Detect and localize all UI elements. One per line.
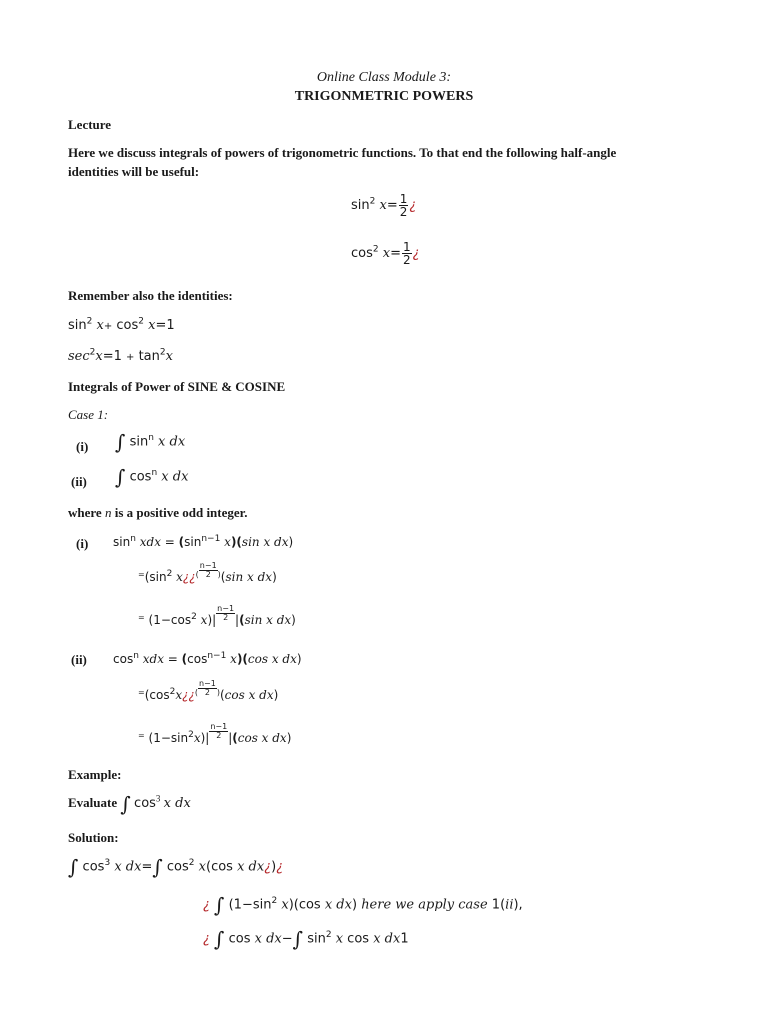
cos-expansion-1: $\cos^n$ xdx = ($\cos^{n-1}$ x)(cos x dx) (113, 651, 302, 666)
intro-line-2: identities will be useful: (68, 164, 200, 179)
lecture-heading: Lecture (68, 117, 112, 132)
section-heading: Integrals of Power of SINE & COSINE (68, 379, 286, 394)
intro-line-1: Here we discuss integrals of powers of trigonometric functions. To that end the following half-angle (68, 145, 617, 160)
evaluate-statement: Evaluate ∫ $\cos^3 x$ dx (68, 792, 191, 816)
expansion-label-ii: (ii) (71, 652, 87, 667)
module-label: Online Class Module 3: (316, 70, 452, 85)
example-heading: Example: (68, 767, 122, 782)
sin-expansion-1: $\sin^n$ xdx = ($\sin^{n-1}$ x)(sin x dx) (113, 534, 294, 549)
solution-line-2: ¿ ∫ ($1-\sin^2$ x)(cos x dx) here we apply case 1(ii), (203, 893, 523, 917)
where-statement: where n is a positive odd integer. (68, 505, 248, 520)
label-i: (i) (76, 439, 89, 454)
solution-line-1: ∫ $\cos^3 x$ dx=∫ $\cos^2 x(\cos$ x dx¿)¿ (68, 855, 284, 879)
sin-expansion-2: $^=(\sin^2$ x¿¿( $\frac{n-1}{2}$ )(sin x dx) (138, 561, 277, 584)
half-angle-sin: $\sin^2 x=$ $\frac{1}{2}$ ¿ (351, 192, 417, 219)
sin-expansion-3: = ($1-\cos^2$ x)| $\frac{n-1}{2}$ |(sin x dx) (138, 604, 296, 627)
case-label: Case 1: (68, 407, 109, 422)
identities-heading: Remember also the identities: (68, 288, 233, 303)
label-ii: (ii) (71, 474, 87, 489)
pythagorean-identity: $\sin^2 x+ \cos^2 x=1$ (68, 316, 175, 333)
solution-line-3: ¿ ∫ cos x dx−∫ $\sin^2 x$ cos x dx1 (203, 927, 409, 951)
integral-sin-n: ∫ $\sin^n x$ dx (115, 430, 186, 454)
solution-heading: Solution: (68, 830, 119, 845)
page-title: TRIGONMETRIC POWERS (294, 89, 474, 104)
cos-expansion-3: = $(1-\sin^2x)|$ $\frac{n-1}{2}$ |(cos x dx) (138, 722, 292, 745)
cos-expansion-2: $^=(\cos^2x¿¿^($ $\frac{n-1}{2}$ )(cos x dx) (138, 679, 279, 702)
integral-cos-n: ∫ $\cos^n x$ dx (115, 465, 189, 489)
expansion-label-i: (i) (76, 536, 89, 551)
half-angle-cos: $\cos^2 x=$ $\frac{1}{2}$ ¿ (351, 240, 420, 267)
secant-identity: $\sec^2x=1 + \tan^2x$ (68, 347, 173, 364)
